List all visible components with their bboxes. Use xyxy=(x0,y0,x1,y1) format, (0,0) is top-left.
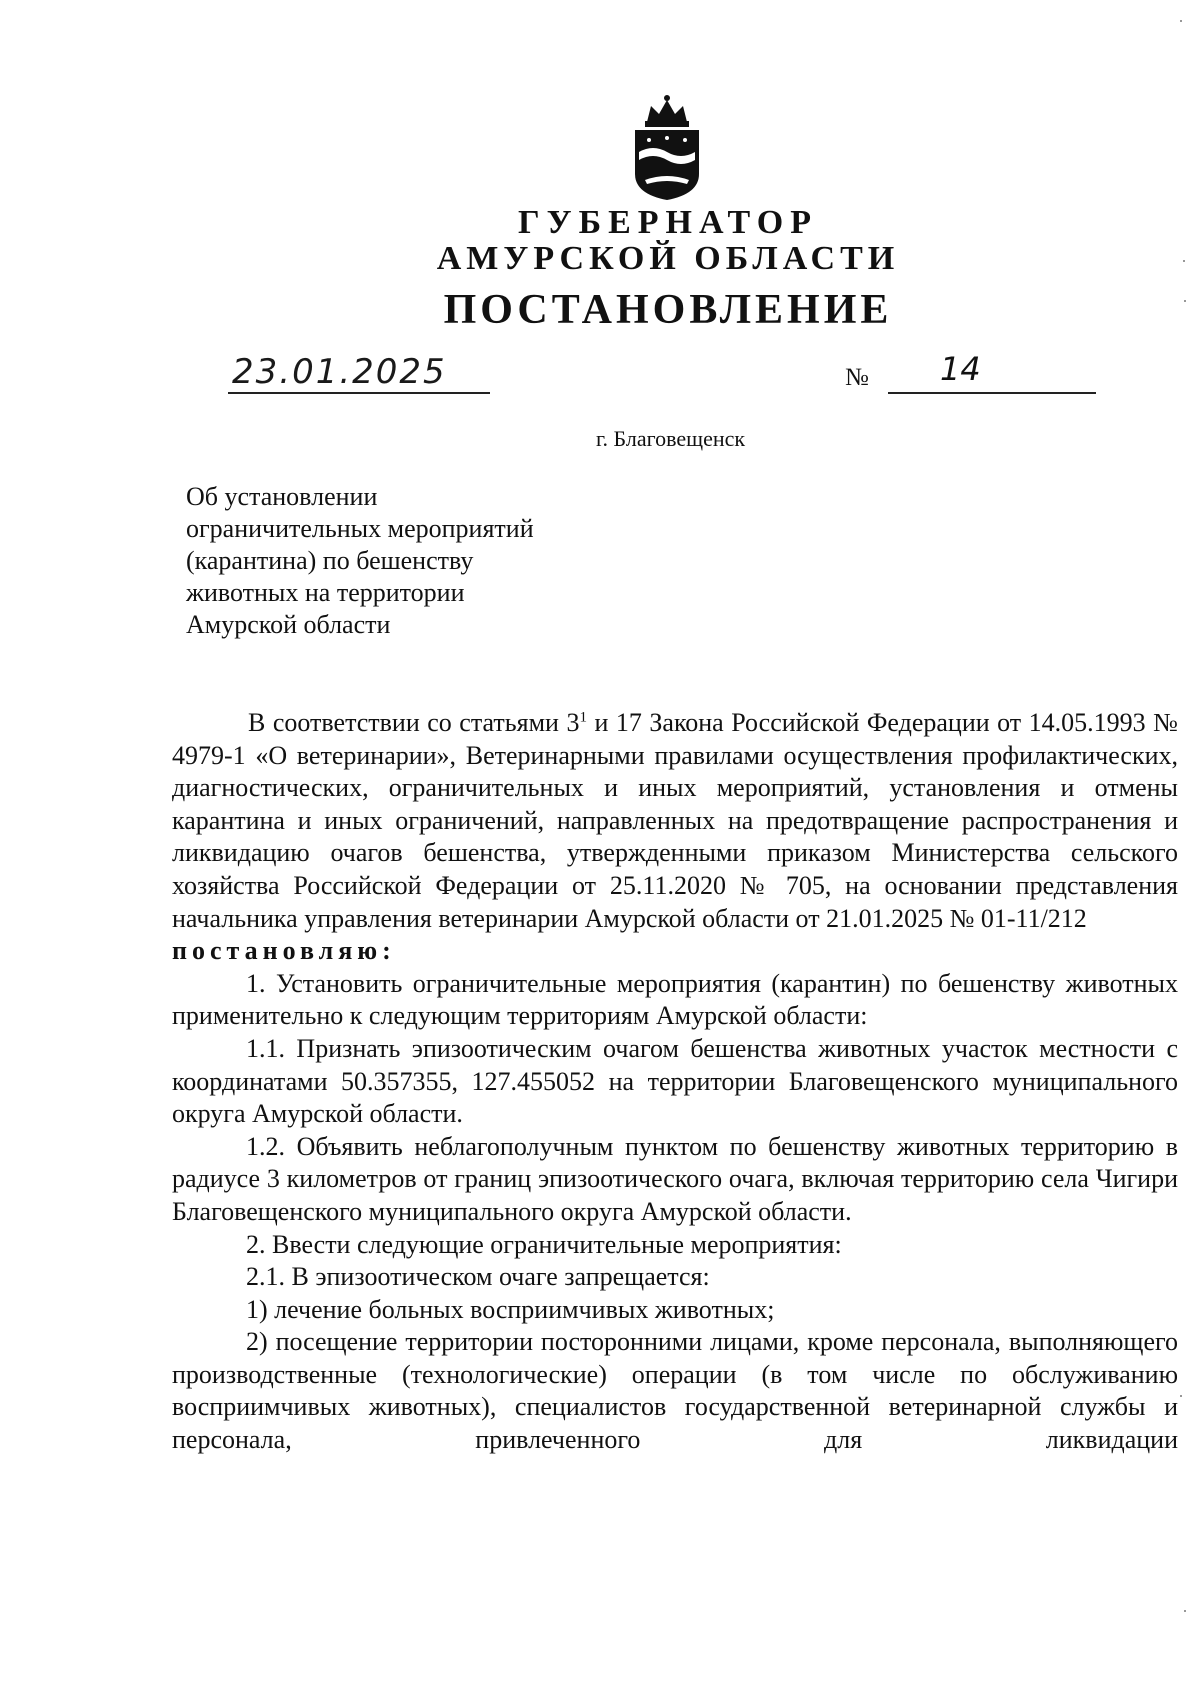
scan-speck xyxy=(1180,1395,1182,1397)
list-item-2: 2) посещение территории посторонними лицами, кроме персонала, выполняющего производственные (технологические) операции (в том числе по обслуживанию восприимчивых животных), специалистов государственной ветеринарной службы и персонала, привлеченного для ликвидации xyxy=(172,1327,1178,1455)
article-superscript: 1 xyxy=(579,709,587,726)
document-type-title: ПОСТАНОВЛЕНИЕ xyxy=(443,287,893,333)
scan-speck xyxy=(1184,300,1186,302)
paragraph-2: 2. Ввести следующие ограничительные мероприятия: xyxy=(246,1229,842,1259)
document-body xyxy=(172,707,1178,1457)
number-sign: № xyxy=(845,364,869,391)
number-underline xyxy=(888,392,1096,394)
scan-speck xyxy=(1180,20,1182,22)
paragraph-1: 1. Установить ограничительные мероприятия (карантин) по бешенству животных применительно к следующим территориям Амурской области: xyxy=(172,968,1178,1031)
preamble-rest: и 17 Закона Российской Федерации от 14.05.1993 № 4979-1 «О ветеринарии», Ветеринарными правилами осуществления профилактических, диагностических, ограничительных и иных мероприятий, установления и отмены карантина и иных ограничений, направленных на предотвращение распространения и ликвидацию очагов бешенства, утвержденными приказом Министерства сельского хозяйства Российской Федерации от 25.11.2020 № 705, на основании представления начальника управления ветеринарии Амурской области от 21.01.2025 № 01-11/212 xyxy=(172,708,1178,933)
preamble-paragraph xyxy=(172,707,1178,935)
date-underline xyxy=(228,392,490,394)
list-item-1: 1) лечение больных восприимчивых животных; xyxy=(246,1294,775,1324)
paragraph-1-1: 1.1. Признать эпизоотическим очагом бешенства животных участок местности с координатами 50.357355, 127.455052 на территории Благовещенского муниципального округа Амурской области. xyxy=(172,1033,1178,1129)
city-name: г. Благовещенск xyxy=(596,426,746,451)
resolve-word: постановляю: xyxy=(172,936,396,966)
scan-speck xyxy=(1184,1610,1186,1612)
subject-line: (карантина) по бешенству xyxy=(186,546,474,575)
document-number: 14 xyxy=(940,350,981,388)
document-date: 23.01.2025 xyxy=(232,352,447,392)
subject-line: Об установлении xyxy=(186,482,378,511)
scan-speck xyxy=(1183,260,1185,262)
subject-line: Амурской области xyxy=(186,610,391,639)
paragraph-1-2: 1.2. Объявить неблагополучным пунктом по бешенству животных территорию в радиусе 3 километров от границ эпизоотического очага, включая территорию села Чигири Благовещенского муниципального округа Амурской области. xyxy=(172,1131,1178,1226)
preamble-start: В соответствии со статьями 3 xyxy=(248,708,580,737)
region-title: АМУРСКОЙ ОБЛАСТИ xyxy=(436,240,900,277)
governor-title: ГУБЕРНАТОР xyxy=(518,204,818,241)
coat-of-arms-emblem xyxy=(625,92,709,202)
paragraph-2-1: 2.1. В эпизоотическом очаге запрещается: xyxy=(246,1262,710,1292)
document-subject xyxy=(186,481,706,641)
subject-line: животных на территории xyxy=(186,578,465,607)
subject-line: ограничительных мероприятий xyxy=(186,514,534,543)
